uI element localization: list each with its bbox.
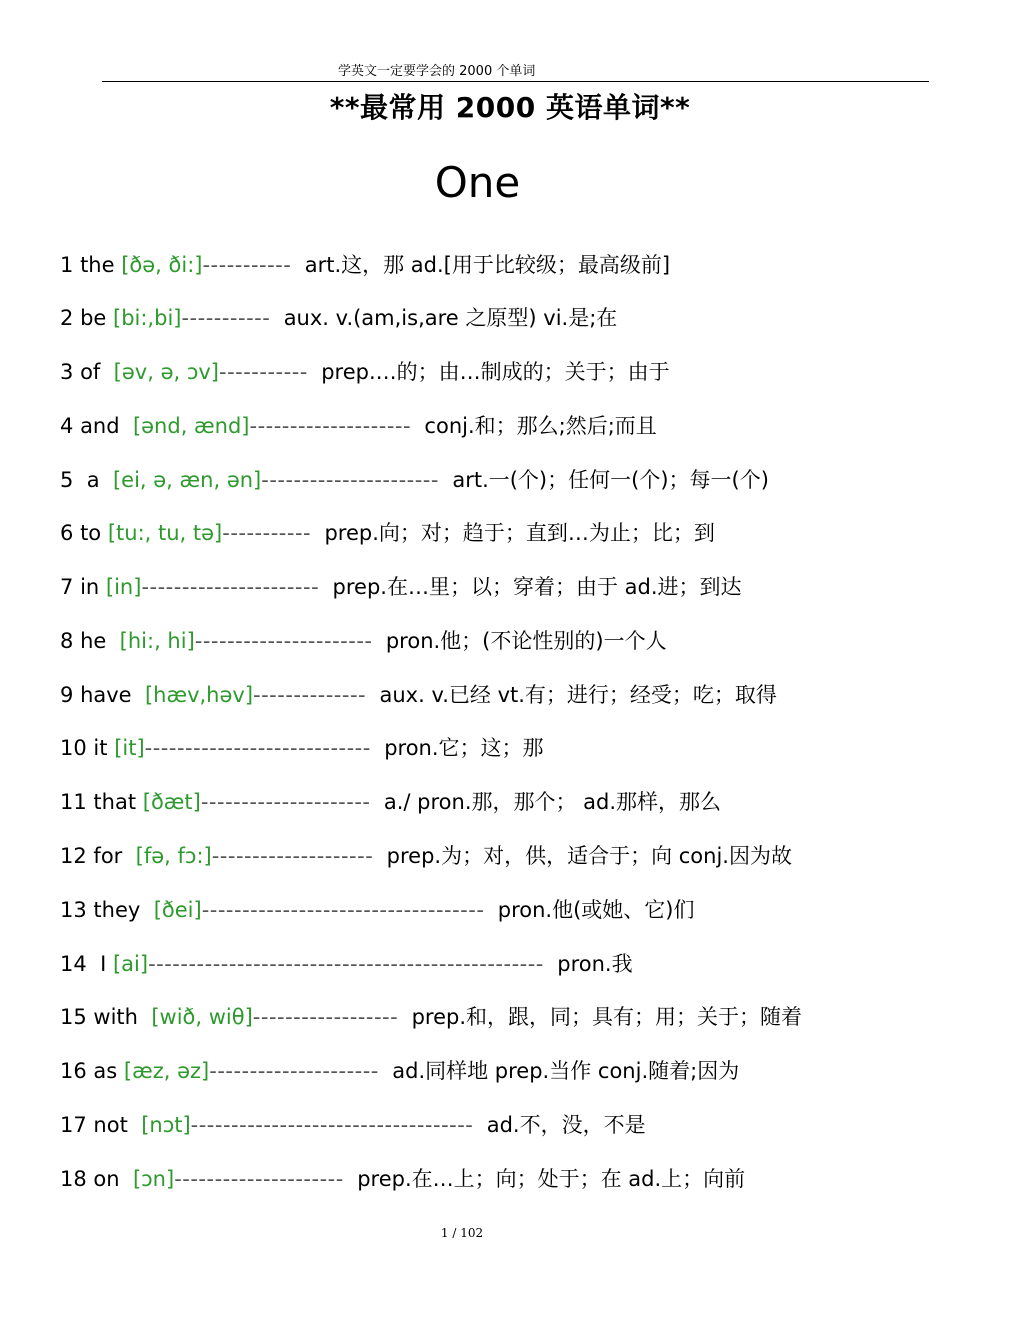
entry-number: 17 [60,1113,87,1137]
entry-leader: ----------------------------------- [190,1113,474,1137]
entry-number: 11 [60,790,87,814]
entry-number: 12 [60,844,87,868]
entry-number: 7 [60,575,74,599]
page-number: 1 / 102 [440,1226,484,1240]
entry-leader: -------------------- [249,414,412,438]
entry-definition: ad.同样地 prep.当作 conj.随着;因为 [392,1059,740,1083]
entry-phonetic: [hi:, hi] [119,629,195,653]
entry-number: 14 [60,952,87,976]
entry-phonetic: [wið, wiθ] [151,1005,253,1029]
entry-number: 10 [60,736,87,760]
entry-word: of [80,360,101,384]
entry-phonetic: [ɔn] [132,1167,175,1191]
vocab-entry [60,412,657,440]
vocab-entry [60,1165,745,1193]
vocab-entry [60,304,617,332]
vocab-entry [60,1003,802,1031]
entry-number: 16 [60,1059,87,1083]
entry-definition: aux. v.已经 vt.有；进行；经受；吃；取得 [379,683,777,707]
entry-phonetic: [nɔt] [141,1113,191,1137]
entry-number: 6 [60,521,74,545]
entry-word: the [80,253,115,277]
entry-leader: ---------------------------- [144,736,371,760]
entry-word: have [80,683,132,707]
entry-word: in [80,575,100,599]
entry-leader: ---------------------- [194,629,373,653]
entry-phonetic: [əv, ə, ɔv] [113,360,219,384]
section-heading: One [434,158,521,207]
entry-definition: pron.他(或她、它)们 [497,898,695,922]
entry-leader: ----------- [222,521,312,545]
entry-phonetic: [ðei] [153,898,202,922]
entry-word: I [100,952,107,976]
entry-phonetic: [hæv,həv] [144,683,254,707]
entry-phonetic: [ənd, ænd] [132,414,250,438]
entry-word: for [93,844,123,868]
running-header: 学英文一定要学会的 2000 个单词 [338,64,536,79]
entry-definition: ad.不，没，不是 [486,1113,646,1137]
entry-definition: art.一(个)；任何一(个)；每一(个) [452,468,769,492]
entry-definition: a./ pron.那，那个； ad.那样，那么 [383,790,722,814]
entry-leader: ----------------------------------- [201,898,485,922]
entry-word: with [93,1005,138,1029]
entry-definition: prep.在…里；以；穿着；由于 ad.进；到达 [332,575,742,599]
entry-word: and [80,414,120,438]
entry-leader: -------------- [253,683,367,707]
entry-leader: ----------- [219,360,308,384]
entry-word: a [86,468,100,492]
document-title: **最常用 2000 英语单词** [329,91,691,124]
entry-word: as [93,1059,118,1083]
entry-leader: ----------- [181,306,271,330]
entry-leader: ---------------------- [141,575,320,599]
vocab-entry [60,681,777,709]
entry-definition: art.这，那 ad.[用于比较级；最高级前] [304,253,671,277]
entry-word: that [93,790,137,814]
entry-word: on [93,1167,120,1191]
vocab-entry [60,358,670,386]
entry-number: 2 [60,306,74,330]
entry-number: 15 [60,1005,87,1029]
vocab-entry [60,1057,739,1085]
entry-number: 3 [60,360,74,384]
vocab-entry [60,573,742,601]
vocab-entry [60,950,633,978]
entry-definition: pron.它；这；那 [384,736,544,760]
vocab-entry [60,788,721,816]
entry-definition: prep.…的；由…制成的；关于；由于 [321,360,670,384]
entry-definition: pron.他；(不论性别的)一个人 [385,629,667,653]
entry-definition: prep.向；对；趋于；直到…为止；比；到 [324,521,715,545]
vocab-entry [60,251,670,279]
vocab-entry [60,519,715,547]
entry-leader: ---------------------- [261,468,439,492]
entry-definition: prep.为；对，供，适合于；向 conj.因为故 [386,844,792,868]
entry-definition: conj.和；那么;然后;而且 [424,414,657,438]
entry-definition: aux. v.(am,is,are 之原型) vi.是;在 [283,306,618,330]
entry-word: to [80,521,102,545]
vocab-entry [60,896,695,924]
entry-leader: --------------------- [174,1167,344,1191]
entry-word: be [80,306,107,330]
entry-leader: --------------------- [200,790,371,814]
entry-phonetic: [it] [114,736,145,760]
entry-phonetic: [ei, ə, æn, ən] [112,468,262,492]
header-divider [102,81,929,82]
entry-word: not [93,1113,128,1137]
entry-phonetic: [fə, fɔ:] [135,844,212,868]
entry-number: 5 [60,468,74,492]
entry-number: 9 [60,683,74,707]
entry-number: 8 [60,629,74,653]
entry-number: 13 [60,898,87,922]
entry-word: he [80,629,107,653]
vocab-entry [60,1111,646,1139]
entry-leader: -------------------- [211,844,374,868]
entry-leader: ------------------------------------------------- [148,952,544,976]
entry-definition: prep.在…上；向；处于；在 ad.上；向前 [357,1167,746,1191]
entry-phonetic: [æz, əz] [123,1059,210,1083]
vocab-entry [60,734,544,762]
entry-phonetic: [in] [105,575,142,599]
entry-phonetic: [ai] [112,952,149,976]
entry-word: they [93,898,141,922]
entry-word: it [93,736,108,760]
entry-phonetic: [tu:, tu, tə] [107,521,223,545]
entry-phonetic: [ðə, ði:] [121,253,203,277]
entry-number: 18 [60,1167,87,1191]
entry-leader: ----------- [202,253,292,277]
vocab-entry [60,627,667,655]
entry-definition: pron.我 [557,952,633,976]
entry-phonetic: [bi:,bi] [113,306,182,330]
entry-number: 4 [60,414,74,438]
entry-leader: ------------------ [252,1005,399,1029]
entry-definition: prep.和，跟，同；具有；用；关于；随着 [411,1005,802,1029]
entry-phonetic: [ðæt] [142,790,201,814]
entry-leader: --------------------- [209,1059,379,1083]
vocab-entry [60,842,792,870]
vocab-entry [60,466,769,494]
entry-number: 1 [60,253,74,277]
